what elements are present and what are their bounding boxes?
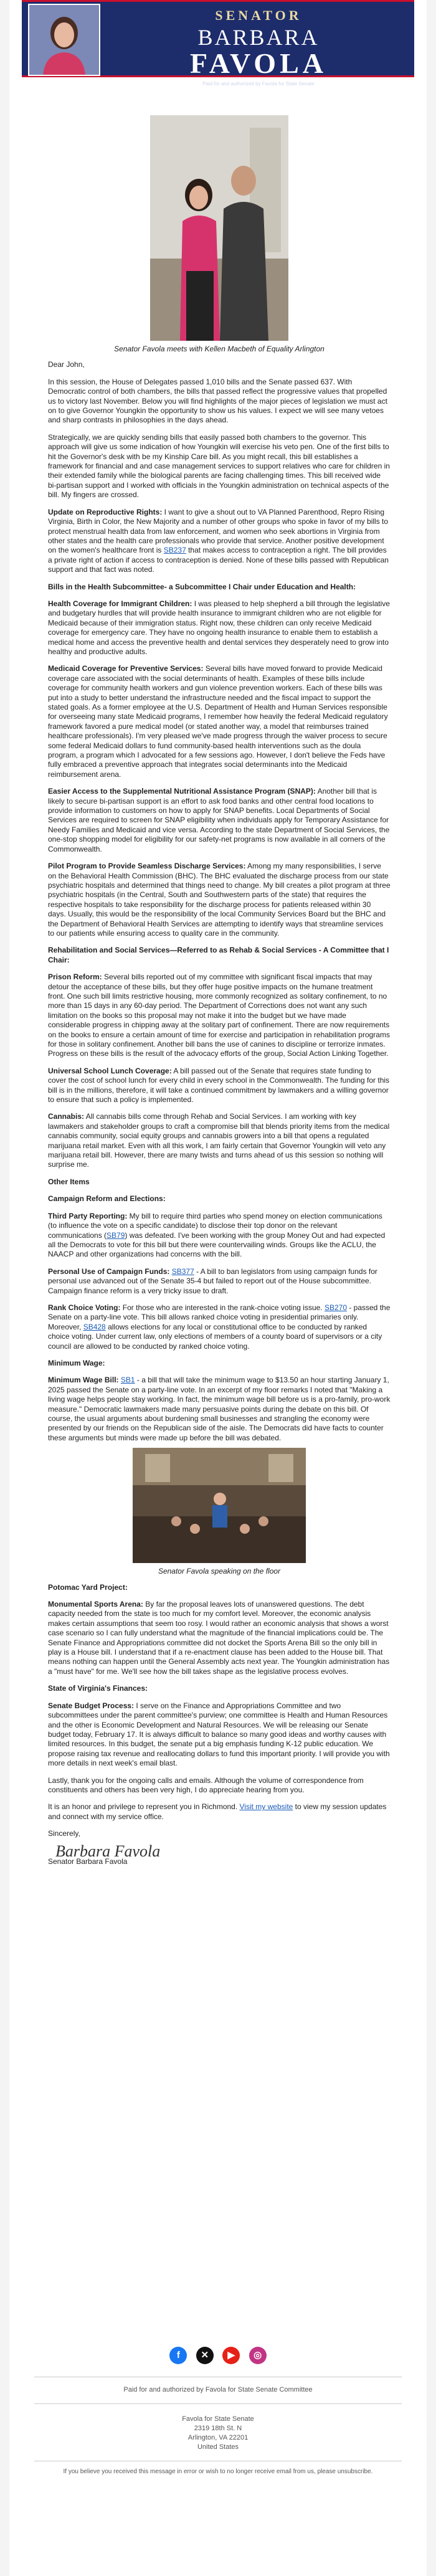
wage-heading: Minimum Wage Bill:	[48, 1376, 119, 1385]
lastly-paragraph: Lastly, thank you for the ongoing calls and emails. Although the volume of correspondence from constituents and others has been very high, I do appreciate hearing from you.	[48, 1775, 364, 1794]
footer-address-line2: Arlington, VA 22201	[187, 2434, 249, 2441]
floor-caption: Senator Favola speaking on the floor	[158, 1567, 281, 1576]
third-party-text-post: ) was defeated. I've been working with the group Money Out and had expected all the Democrats to vote for this bill but there were countervailing winds. Groups like the ACLU, the NAACP and other organizations had concerns with the bill.	[48, 1230, 386, 1259]
personal-use-text: - A bill to ban legislators from using campaign funds for personal use advanced out of the Senate 35-4 but failed to report out of the House subcommittee. Campaign finance reform is a very tricky issue to draft.	[48, 1267, 377, 1295]
arena-text: By far the proposal leaves lots of unanswered questions. The debt capacity needed from the state is too much for my comfort level. Moreover, the economic analysis makes certain assumptions that seem too rosy. I would rather an economic analysis that shows a worst case scenario so I can fully understand what the magnitude of the financial implications could be. The Senate Finance and Appropriations committee did not docket the Sports Arena Bill so the only bill in play is a House bill. I understand that if a re-enactment clause has been added to the House bill. That means nothing can happen until the General Assembly acts next year. The Youngkin administration has a "must have" for me. We'll see how the bill takes shape as the legislative process evolves.	[48, 1600, 390, 1676]
pilot-heading: Pilot Program to Provide Seamless Discharge Services:	[48, 862, 246, 871]
prison-paragraph	[48, 972, 391, 1059]
senator-name: Senator Barbara Favola	[48, 1856, 128, 1866]
rcv-text-mid: - passed the Senate on a party-line vote. This bill allows ranked choice voting in presidential primaries only. Moreover,	[48, 1303, 391, 1331]
sb79-link[interactable]: SB79	[107, 1230, 125, 1240]
sb377-link[interactable]: SB377	[171, 1267, 194, 1276]
intro-paragraph-1: In this session, the House of Delegates passed 1,010 bills and the Senate passed 637. With Democratic control of both chambers, the bills that passed reflect the progressive values that propelled us to victory last November. Below you will find highlights of the major pieces of legislation we must act on to give Governor Youngkin the opportunity to show us his values. I expect we will see many vetoes and sharp contrasts in philosophies in the days ahead.	[48, 377, 387, 425]
prison-heading: Prison Reform:	[48, 972, 102, 982]
other-section-title: Other Items	[48, 1177, 90, 1186]
rehab-section-title: Rehabilitation and Social Services—Referred to as Rehab & Social Services - A Committee that I Chair:	[48, 946, 389, 964]
hero-photo-graphic	[150, 115, 288, 341]
website-link[interactable]: Visit my website	[239, 1802, 293, 1812]
snap-text: Another bill that is likely to secure bi-partisan support is an effort to ask food banks and other central food locations to provide information to customers on how to apply for SNAP benefits. Local Departments of Social Services are required to screen for SNAP eligibility when individuals apply for Temporary Assistance for Needy Families and Medicaid and vice versa. According to the state Department of Social Services, the one-stop shopping model for eligibility for our safety-net programs is now available in all corners of the Commonwealth.	[48, 787, 390, 853]
x-icon[interactable]: ✕	[196, 2347, 214, 2364]
banner-top-stripe	[22, 0, 414, 2]
footer-address-line1: 2319 18th St. N	[194, 2425, 242, 2432]
personal-use-heading: Personal Use of Campaign Funds:	[48, 1267, 170, 1276]
sincerely: Sincerely,	[48, 1829, 80, 1838]
third-party-heading: Third Party Reporting:	[48, 1211, 128, 1220]
prison-text: Several bills reported out of my committee with significant fiscal impacts that may detour the acceptance of these bills, but they offer huge positive impacts on the humane treatment front. One such bill limits restrictive housing, more commonly recognized as solitary confinement, to no more than 15 days in any 60-day period. The Department of Corrections does not want any such limitation on the books so this proposal may not make it into the budget but we have made considerable progress in chipping away at the solitary part of confinement. There are now requirements on the books to ensure a certain amount of time for exercise and participation in rehabilitation programs for those in solitary confinement. Another bill bans the use of canines to discipline or terrorize inmates. Progress on these bills is the result of the advocacy efforts of the group, Social Action Linking Together.	[48, 972, 390, 1058]
cannabis-heading: Cannabis:	[48, 1112, 85, 1121]
rcv-paragraph	[48, 1303, 391, 1351]
unsubscribe-text[interactable]: If you believe you received this message in error or wish to no longer receive email from us, please unsubscribe.	[63, 2468, 373, 2475]
personal-use-paragraph	[48, 1267, 391, 1296]
greeting: Dear John,	[48, 360, 85, 369]
title-last-name: FAVOLA	[190, 47, 327, 79]
immigrant-heading: Health Coverage for Immigrant Children:	[48, 599, 192, 608]
footer-org: Favola for State Senate	[182, 2415, 254, 2423]
arena-heading: Monumental Sports Arena:	[48, 1600, 143, 1609]
lunch-text: A bill passed out of the Senate that requires state funding to cover the cost of school lunch for every child in every school in the Commonwealth. The funding for this bill is in the millions, therefore, it will take a continued commitment by lawmakers and a willing governor to ensure that such a policy is implemented.	[48, 1066, 390, 1105]
budget-heading: Senate Budget Process:	[48, 1701, 135, 1710]
snap-heading: Easier Access to the Supplemental Nutritional Assistance Program (SNAP):	[48, 787, 316, 796]
finances-section-title: State of Virginia's Finances:	[48, 1684, 148, 1693]
cannabis-paragraph	[48, 1112, 391, 1169]
rcv-text-pre: For those who are interested in the rank-choice voting issue.	[120, 1303, 325, 1312]
rcv-text-post: allows elections for any local or constitutional office to be conducted by ranked choice voting. Under current law, only elections of members of a county board of supervisors or a city council are allowed to be conducted by ranked choice voting.	[48, 1322, 382, 1351]
immigrant-text: I was pleased to help shepherd a bill through the legislative and budgetary hurdles that will provide health insurance to immigrant children who are not eligible for Medicaid because of their immigration status. Right now, these children can only receive Medicaid coverage for emergency care. They have no ongoing health insurance to enable them to establish a medical home and access the preventive health and dental services they desperately need to grow into healthy and productive adults.	[48, 599, 390, 656]
footer-country: United States	[197, 2443, 239, 2451]
email-body	[48, 115, 391, 1874]
floor-photo	[133, 1448, 306, 1563]
title-senator: SENATOR	[215, 7, 302, 23]
medicaid-paragraph	[48, 664, 391, 779]
budget-paragraph	[48, 1701, 391, 1769]
youtube-icon[interactable]: ▶	[222, 2347, 240, 2364]
hero-photo	[150, 115, 288, 341]
potomac-section-title: Potomac Yard Project:	[48, 1582, 128, 1592]
title-first-name: BARBARA	[197, 25, 320, 50]
third-party-text-pre: My bill to require third parties who spend money on election communications (to influence the vote on a specific candidate) to disclose their top donor on the relevant communications (	[48, 1211, 382, 1240]
repro-text-post: that makes access to contraception a right. The bill provides a private right of action if access to contraception is denied. None of these bills passed with Republican support and that fact was noted.	[48, 546, 389, 574]
sb237-link[interactable]: SB237	[163, 546, 186, 555]
header-banner	[22, 0, 414, 87]
instagram-icon[interactable]: ◎	[249, 2347, 267, 2364]
lunch-heading: Universal School Lunch Coverage:	[48, 1066, 172, 1075]
third-party-paragraph	[48, 1212, 391, 1260]
honor-text-pre: It is an honor and privilege to represent you in Richmond.	[48, 1802, 240, 1812]
repro-heading: Update on Reproductive Rights:	[48, 507, 163, 516]
sb1-link[interactable]: SB1	[120, 1376, 135, 1385]
rcv-heading: Rank Choice Voting:	[48, 1303, 121, 1312]
honor-paragraph	[48, 1802, 391, 1822]
portrait-graphic	[29, 5, 99, 75]
budget-text: I serve on the Finance and Appropriations Committee and two subcommittees under the parent committee's purview; one committee is Health and Human Resources and the other is Economic Development and Natural Resources. We will be releasing our Senate budget today, February 17. It is always difficult to balance so many good ideas and worthy causes with limited resources. In this budget, the senate put a big emphasis funding K-12 public education. We propose raising tax revenue and reallocating dollars to fund this important priority. I will provide you with more details in next week's email blast.	[48, 1701, 390, 1768]
snap-paragraph	[48, 787, 391, 854]
sb270-link[interactable]: SB270	[324, 1303, 347, 1312]
footer-paid-for: Paid for and authorized by Favola for State Senate Committee	[123, 2386, 313, 2393]
repro-text-pre: I want to give a shout out to VA Planned Parenthood, Repro Rising Virginia, Birth in Color, the New Majority and a number of other groups who spoke in favor of my bills to protect menstrual health data from law enforcement, and women who seek abortions in Virginia from other states and the health care professionals who provide that service. Another positive development on the women's healthcare front is	[48, 507, 389, 555]
header-paid-for: Paid for and authorized by Favola for State Senate	[202, 81, 315, 87]
arena-paragraph	[48, 1600, 391, 1676]
lunch-paragraph	[48, 1067, 391, 1105]
hero-caption: Senator Favola meets with Kellen Macbeth of Equality Arlington	[114, 345, 325, 353]
facebook-icon[interactable]: f	[169, 2347, 187, 2364]
wage-paragraph	[48, 1376, 391, 1443]
senator-portrait	[28, 4, 100, 76]
cannabis-text: All cannabis bills come through Rehab and Social Services. I am working with key lawmakers and stakeholder groups to craft a compromise bill that blends priority items from the medical cannabis community, social equity groups and cannabis growers into a bill that opens a regulated marijuana retail market. Even with all this work, I am fairly certain that Governor Youngkin will veto any marijuana retail bill. However, there are many twists and turns ahead of us this session so nothing will surprise me.	[48, 1112, 390, 1169]
footer-divider-2	[34, 2403, 402, 2404]
social-icons	[9, 2347, 427, 2364]
floor-photo-graphic	[133, 1448, 306, 1563]
immigrant-paragraph	[48, 599, 391, 657]
signature: Barbara Favola	[55, 1842, 161, 1860]
footer-address	[9, 2415, 427, 2452]
medicaid-heading: Medicaid Coverage for Preventive Services:	[48, 664, 204, 673]
wage-text: - a bill that will take the minimum wage to $13.50 an hour starting January 1, 2025 passed the Senate on a party-line vote. In an excerpt of my floor remarks I noted that "Making a living wage helps people stay working. In fact, the minimum wage bill before us is a pro-family, pro-work measure." Democratic lawmakers made many persuasive points during the debate on this bill. Of course, the usual arguments about burdening small businesses and strangling the economy were presented by our friends on the Republican side of the aisle. The Democrats did have facts to counter these arguments but minds were made up before the bill was debated.	[48, 1376, 391, 1442]
health-section-title: Bills in the Health Subcommittee- a Subcommittee I Chair under Education and Health:	[48, 582, 356, 591]
honor-text-post: to view my session updates and connect with my service office.	[48, 1802, 387, 1821]
repro-paragraph	[48, 508, 391, 575]
wage-section-title: Minimum Wage:	[48, 1358, 105, 1367]
campaign-section-title: Campaign Reform and Elections:	[48, 1194, 166, 1204]
intro-paragraph-2: Strategically, we are quickly sending bills that easily passed both chambers to the governor. This approach will give us some indication of how Youngkin will exercise his veto pen. One of the first bills to hit the Governor's desk with be my Kinship Care bill. As you might recall, this bill establishes a framework for financial and and case management services to support relatives who care for children in their extended family while the biological parents are facing challenging times. This bill received wide bi-partisan support and I worked with officials in the Youngkin administration on technical aspects of the bill. My fingers are crossed.	[48, 432, 390, 500]
pilot-paragraph	[48, 862, 391, 938]
sb428-link[interactable]: SB428	[83, 1322, 106, 1331]
header-title	[109, 7, 408, 87]
pilot-text: Among my many responsibilities, I serve on the Behavioral Health Commission (BHC). The BHC evaluated the discharge process from our state psychiatric hospitals and determined that things need to change. My bill creates a pilot program at three psychiatric hospitals (in the Central, South and Southwestern parts of the state) that requires the respective hospitals to take responsibility for the discharge process for patients released within 30 days. Usually, this would be the responsibility of the local Community Services Board but the BHC and the Department of Behavioral Health Services are attempting to identify ways that streamline services to our patients while ensuring access to quality care in the community.	[48, 862, 391, 938]
email-page	[9, 0, 427, 2576]
medicaid-text: Several bills have moved forward to provide Medicaid coverage care associated with the social determinants of health. Examples of these bills include coverage for community health workers and gun violence prevention workers. Each of these bills was put into a study to better understand the infrastructure needed and the fiscal impact to support the stated goals. As a former employee at the U.S. Department of Health and Human Services responsible for overseeing many state Medicaid programs, I remember how heavily the federal Medicaid regulatory framework favored a pure medical model (or stated another way, a model that reimburses trained healthcare professionals). I'm very pleased we've made progress through the waiver process to secure some federal Medicaid dollars to fund community-based health interventions such as the doula program, a program which I advocated for a few sessions ago. However, I don't believe the Feds have fully embraced a preventive approach that integrates social determinants into the Medicaid reimbursement arena.	[48, 664, 388, 779]
